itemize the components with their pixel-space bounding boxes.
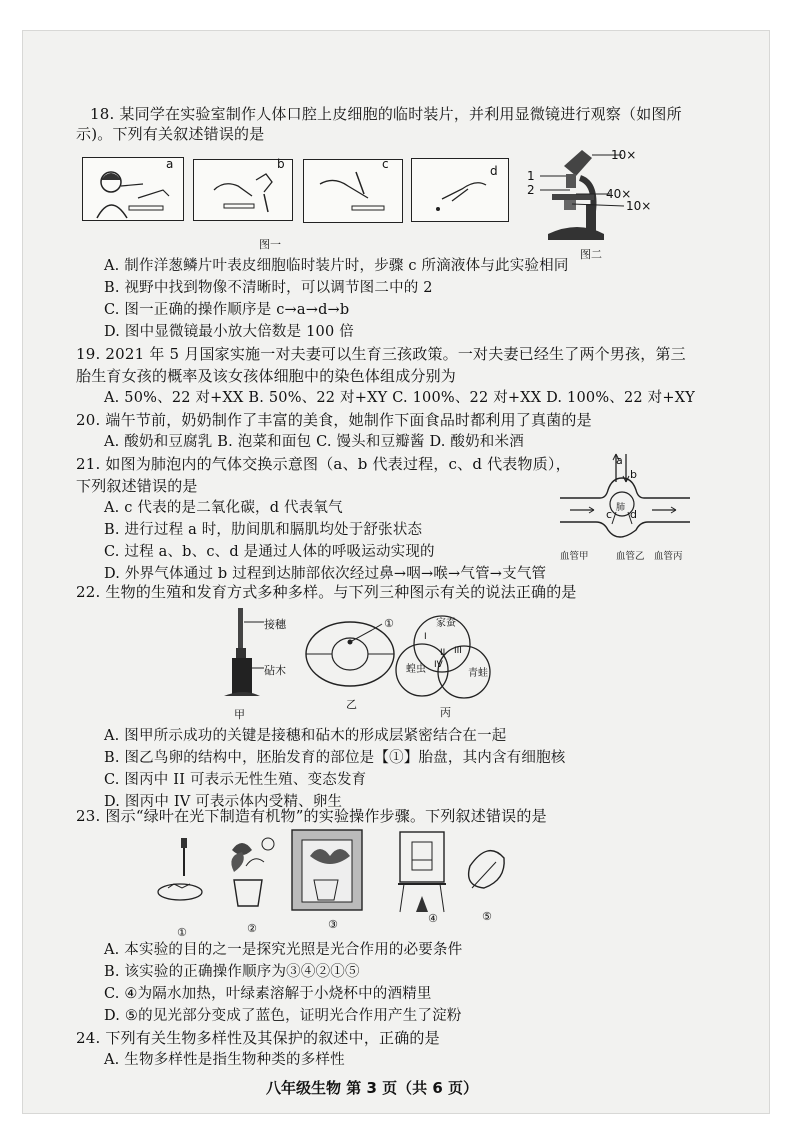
q21-stem-line1: 21. 如图为肺泡内的气体交换示意图（a、b 代表过程，c、d 代表物质）， [76, 455, 571, 473]
q20-options: A. 酸奶和豆腐乳 B. 泡菜和面包 C. 馒头和豆瓣酱 D. 酸奶和米酒 [104, 434, 524, 450]
fig21-label-a: a [616, 454, 623, 467]
q18-label-c: c [382, 157, 389, 171]
q23-option-c: C. ④为隔水加热，叶绿素溶解于小烧杯中的酒精里 [104, 986, 432, 1002]
fig22-region-1: I [424, 632, 427, 642]
fig23-label-4: ④ [428, 912, 438, 925]
fig21-label-vessel-jia: 血管甲 [560, 551, 589, 562]
fig22-label-silkworm: 家蚕 [436, 618, 456, 629]
fig21-label-vessel-bing: 血管丙 [654, 551, 683, 562]
q18-fig1-caption: 图一 [259, 238, 281, 251]
fig22-label-locust: 蝗虫 [406, 664, 426, 675]
q18-fig2-caption: 图二 [580, 248, 602, 261]
q24-stem: 24. 下列有关生物多样性及其保护的叙述中，正确的是 [76, 1029, 440, 1047]
q18-option-d: D. 图中显微镜最小放大倍数是 100 倍 [104, 324, 354, 340]
fig23-label-2: ② [247, 922, 257, 935]
q19-stem-line2: 胎生育女孩的概率及该女孩体细胞中的染色体组成分别为 [76, 367, 457, 385]
fig21-label-vessel-yi: 血管乙 [616, 551, 645, 562]
q18-option-a: A. 制作洋葱鳞片叶表皮细胞临时装片时，步骤 c 所滴液体与此实验相同 [104, 258, 569, 274]
mic-label-40x: 40× [606, 187, 632, 201]
fig22-caption-yi: 乙 [346, 698, 357, 711]
q18-label-a: a [166, 157, 174, 171]
q21-option-b: B. 进行过程 a 时，肋间肌和膈肌均处于舒张状态 [104, 522, 423, 538]
q23-option-b: B. 该实验的正确操作顺序为③④②①⑤ [104, 964, 360, 980]
q23-option-d: D. ⑤的见光部分变成了蓝色，证明光合作用产生了淀粉 [104, 1008, 462, 1024]
q18-option-b: B. 视野中找到物像不清晰时，可以调节图二中的 2 [104, 280, 433, 296]
q22-option-a: A. 图甲所示成功的关键是接穗和砧木的形成层紧密结合在一起 [104, 728, 507, 744]
fig22-region-2: II [440, 648, 446, 658]
q18-label-b: b [277, 157, 285, 171]
fig22-label-scion: 接穗 [264, 618, 286, 631]
q18-stem-line2: 示)。下列有关叙述错误的是 [76, 125, 265, 143]
q19-stem-line1: 19. 2021 年 5 月国家实施一对夫妻可以生育三孩政策。一对夫妻已经生了两个男孩，第三 [76, 345, 686, 363]
q21-stem-line2: 下列叙述错误的是 [76, 477, 198, 495]
q20-stem: 20. 端午节前，奶奶制作了丰富的美食，她制作下面食品时都利用了真菌的是 [76, 411, 592, 429]
fig21-label-d: d [630, 508, 637, 521]
fig21-label-c: c [606, 508, 613, 521]
q22-figures [210, 604, 510, 714]
q24-option-a: A. 生物多样性是指生物种类的多样性 [104, 1052, 345, 1068]
q19-options: A. 50%、22 对+XX B. 50%、22 对+XY C. 100%、22 对+XX D. 100%、22 对+XY [104, 390, 695, 406]
q18-stem-line1: 18. 某同学在实验室制作人体口腔上皮细胞的临时装片，并利用显微镜进行观察（如图所 [90, 105, 682, 123]
fig21-label-alveolus: 肺 [616, 503, 626, 513]
q22-option-d: D. 图丙中 IV 可表示体内受精、卵生 [104, 794, 343, 810]
q21-option-c: C. 过程 a、b、c、d 是通过人体的呼吸运动实现的 [104, 544, 435, 560]
q22-stem: 22. 生物的生殖和发育方式多种多样。与下列三种图示有关的说法正确的是 [76, 583, 577, 601]
q18-label-d: d [490, 164, 498, 178]
fig22-label-stock: 砧木 [264, 664, 286, 677]
q22-option-b: B. 图乙鸟卵的结构中，胚胎发育的部位是【①】胎盘，其内含有细胞核 [104, 750, 566, 766]
q23-stem: 23. 图示“绿叶在光下制造有机物”的实验操作步骤。下列叙述错误的是 [76, 807, 547, 825]
fig22-region-3: III [454, 646, 462, 656]
microscope-figure [530, 148, 670, 248]
fig23-label-3: ③ [328, 918, 338, 931]
mic-label-eyepiece: 10× [611, 148, 637, 162]
fig22-caption-jia: 甲 [234, 708, 245, 721]
fig22-label-circle1: ① [384, 617, 394, 630]
q21-option-a: A. c 代表的是二氧化碳，d 代表氧气 [104, 500, 343, 516]
q22-option-c: C. 图丙中 II 可表示无性生殖、变态发育 [104, 772, 367, 788]
q21-option-d: D. 外界气体通过 b 过程到达肺部依次经过鼻→咽→喉→气管→支气管 [104, 566, 547, 582]
page-footer: 八年级生物 第 3 页（共 6 页） [266, 1079, 478, 1097]
fig22-caption-bing: 丙 [440, 706, 451, 719]
fig21-label-b: b [630, 468, 637, 481]
fig23-label-1: ① [177, 926, 187, 939]
mic-label-2: 2 [527, 183, 535, 197]
q23-figures [150, 826, 510, 926]
fig23-label-5: ⑤ [482, 910, 492, 923]
fig22-region-4: IV [434, 660, 443, 670]
q18-option-c: C. 图一正确的操作顺序是 c→a→d→b [104, 302, 350, 318]
q23-option-a: A. 本实验的目的之一是探究光照是光合作用的必要条件 [104, 942, 463, 958]
mic-label-1: 1 [527, 169, 535, 183]
mic-label-10x-obj: 10× [626, 199, 652, 213]
fig22-label-frog: 青蛙 [468, 668, 488, 679]
